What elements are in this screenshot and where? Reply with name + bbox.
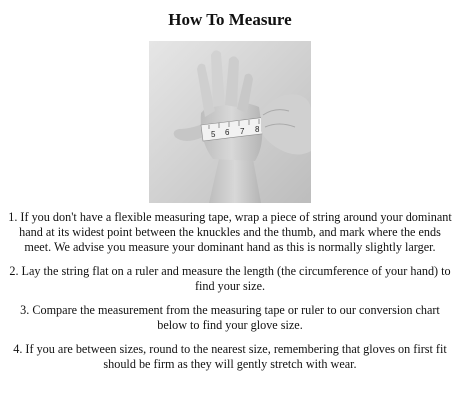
step-2: 2. Lay the string flat on a ruler and measure the length (the circumference of your hand) to find your size.: [9, 264, 451, 293]
hand-illustration: [149, 41, 311, 203]
instructions: [6, 210, 454, 381]
tape-number: 7: [240, 127, 245, 136]
step-1: 1. If you don't have a flexible measuring tape, wrap a piece of string around your dominant hand at its widest point between the knuckles and the thumb, and mark where the ends meet. We advise you measure your dominant hand as this is normally slightly larger.: [8, 210, 452, 254]
tape-number: 5: [211, 130, 216, 139]
page-title: How To Measure: [168, 10, 292, 29]
tape-number: 8: [255, 125, 260, 134]
tape-number: 6: [225, 128, 230, 137]
hand-measuring-photo: [149, 41, 311, 203]
step-3: 3. Compare the measurement from the measuring tape or ruler to our conversion chart below to find your glove size.: [20, 303, 440, 332]
step-4: 4. If you are between sizes, round to the nearest size, remembering that gloves on first fit should be firm as they will gently stretch with wear.: [13, 342, 447, 371]
